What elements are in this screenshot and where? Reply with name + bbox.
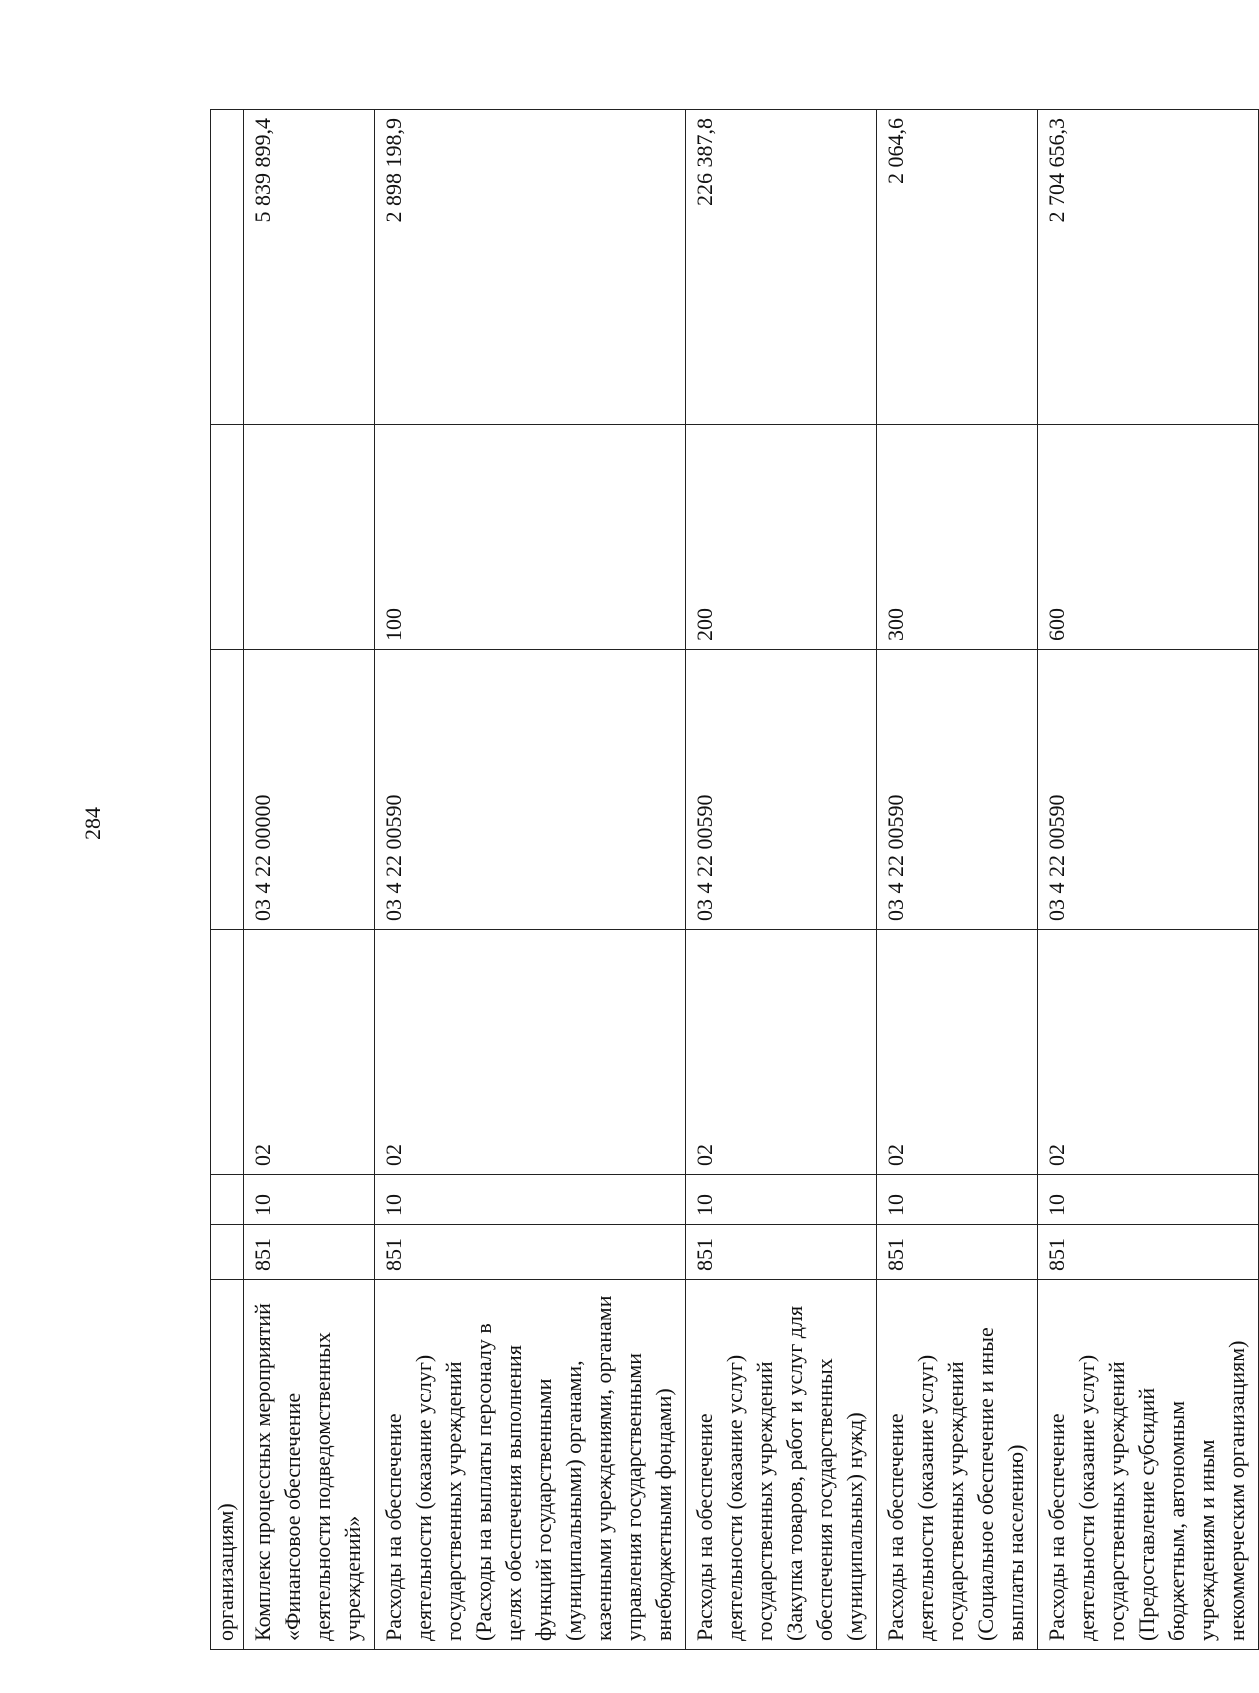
- cell-ved: 851: [375, 1225, 686, 1280]
- cell-ved: 851: [686, 1225, 877, 1280]
- cell-name: Комплекс процессных мероприятий «Финансовое обеспечение деятельности подведомственных учреждений»: [244, 1280, 375, 1650]
- budget-table: [210, 109, 1259, 1650]
- cell-vr: 100: [375, 425, 686, 650]
- page-number: 284: [80, 807, 105, 840]
- cell-rz: 10: [1038, 1175, 1259, 1225]
- cell-rz: 10: [375, 1175, 686, 1225]
- cell-vr: [244, 425, 375, 650]
- cell-rz: 10: [244, 1175, 375, 1225]
- cell-sum: 5 839 899,4: [244, 110, 375, 425]
- table-row: [1038, 110, 1259, 1650]
- cell-csr: 03 4 22 00590: [375, 650, 686, 930]
- cell-csr: [211, 650, 244, 930]
- cell-sum: [211, 110, 244, 425]
- cell-ved: 851: [877, 1225, 1038, 1280]
- cell-pr: 02: [686, 930, 877, 1175]
- cell-name: организациям): [211, 1280, 244, 1650]
- table-row: [375, 110, 686, 1650]
- table-row: [211, 110, 244, 1650]
- cell-rz: [211, 1175, 244, 1225]
- budget-table-rotated: [210, 110, 1249, 1650]
- cell-pr: 02: [375, 930, 686, 1175]
- cell-sum: 2 064,6: [877, 110, 1038, 425]
- table-row: [686, 110, 877, 1650]
- cell-pr: 02: [244, 930, 375, 1175]
- cell-name: Расходы на обеспечение деятельности (оказание услуг) государственных учреждений (Социальное обеспечение и иные выплаты населению): [877, 1280, 1038, 1650]
- cell-vr: [211, 425, 244, 650]
- cell-rz: 10: [686, 1175, 877, 1225]
- table-row: [877, 110, 1038, 1650]
- cell-pr: [211, 930, 244, 1175]
- cell-csr: 03 4 22 00590: [1038, 650, 1259, 930]
- cell-vr: 600: [1038, 425, 1259, 650]
- cell-sum: 2 898 198,9: [375, 110, 686, 425]
- cell-pr: 02: [877, 930, 1038, 1175]
- cell-rz: 10: [877, 1175, 1038, 1225]
- cell-vr: 300: [877, 425, 1038, 650]
- cell-name: Расходы на обеспечение деятельности (оказание услуг) государственных учреждений (Предоставление субсидий бюджетным, автономным учреждениям и иным некоммерческим организациям): [1038, 1280, 1259, 1650]
- cell-csr: 03 4 22 00000: [244, 650, 375, 930]
- cell-sum: 2 704 656,3: [1038, 110, 1259, 425]
- cell-ved: 851: [1038, 1225, 1259, 1280]
- cell-vr: 200: [686, 425, 877, 650]
- table-row: [244, 110, 375, 1650]
- cell-ved: [211, 1225, 244, 1280]
- cell-sum: 226 387,8: [686, 110, 877, 425]
- cell-ved: 851: [244, 1225, 375, 1280]
- cell-csr: 03 4 22 00590: [686, 650, 877, 930]
- cell-pr: 02: [1038, 930, 1259, 1175]
- cell-name: Расходы на обеспечение деятельности (оказание услуг) государственных учреждений (Закупка товаров, работ и услуг для обеспечения государственных (муниципальных) нужд): [686, 1280, 877, 1650]
- cell-csr: 03 4 22 00590: [877, 650, 1038, 930]
- cell-name: Расходы на обеспечение деятельности (оказание услуг) государственных учреждений (Расходы на выплаты персоналу в целях обеспечения выполнения функций государственными (муниципальными) органами, казенными учреждениями, органами управления государственными внебюджетными фондами): [375, 1280, 686, 1650]
